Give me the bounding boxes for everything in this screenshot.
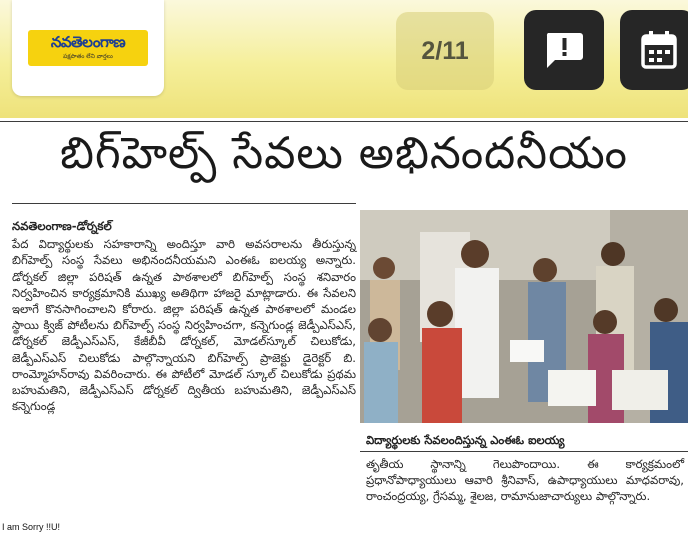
- article-headline: బిగ్‌హెల్ప్ సేవలు అభినందనీయం: [60, 128, 628, 179]
- article-continuation: తృతీయ స్థానాన్ని గెలుపొందాయి. ఈ కార్యక్రమంలో ప్రధానోపాధ్యాయులు ఆవారి శ్రీనివాస్, ఉపాధ్యాయులు మాధవరావు, రాంచంద్రయ్య, గ్రేసమ్మ, శైలజ, రామానుజాచార్యులు పాల్గొన్నారు.: [366, 457, 684, 504]
- top-divider: [0, 121, 688, 122]
- headline-divider: [12, 203, 356, 204]
- watermark-text: I am Sorry !!U!: [2, 522, 61, 532]
- article-body-column: [12, 218, 356, 414]
- article-body-text: పేద విద్యార్థులకు సహకారాన్ని అందిస్తూ వారి అవసరాలను తీరుస్తున్న బిగ్‌హెల్ప్ సంస్థ సేవలు అభినందనీయమని ఎంఈఓ ఐలయ్య అన్నారు. డోర్నకల్ జిల్లా పరిషత్ ఉన్నత పాఠశాలలో బిగ్‌హెల్ప్ సంస్థ శనివారం నిర్వహించిన కార్యక్రమానికి ముఖ్య అతిథిగా హాజరై మాట్లాడారు. ఈ సేవలని ఇలాగే కొనసాగించాలని కోరారు. జిల్లా పరిషత్ ఉన్నత పాఠశాలలో మండల స్థాయి క్విజ్ పోటీలను బిగ్‌హెల్ప్ సంస్థ నిర్వహించగా, కన్నెగుండ్ల జెడ్పీఎస్ఎస్, డోర్నకల్ జెడ్పీఎస్ఎస్, కేజీబీవీ డోర్నకల్, మోడల్‌స్కూల్ చిలుకోడు, జెడ్పీఎస్ఎస్ చిలుకోడు పాల్గొన్నాయని బిగ్‌హెల్ప్ ప్రాజెక్టు డైరెక్టర్ బి. రాంమ్మోహన్‌రావు వివరించారు. ఈ పోటీలో మోడల్ స్కూల్ చిలుకోడు ప్రథమ బహుమతిని, జెడ్పీఎస్ఎస్ డోర్నకల్ ద్వితీయ బహుమతిని, జెడ్పీఎస్ఎస్ కన్నెగుండ్ల: [12, 237, 356, 414]
- article-dateline: నవతెలంగాణ-డోర్నకల్: [12, 219, 112, 233]
- feedback-button[interactable]: [524, 10, 604, 90]
- newspaper-page: [0, 118, 688, 560]
- feedback-icon: [544, 30, 584, 70]
- publication-logo: [28, 30, 148, 66]
- photo-caption: విద్యార్థులకు సేవలందిస్తున్న ఎంఈఓ ఐలయ్య: [366, 433, 565, 447]
- logo-text: నవతెలంగాణ: [50, 33, 126, 51]
- article-photo: [360, 210, 688, 423]
- logo-card[interactable]: [12, 0, 164, 96]
- photo-illustration: [360, 210, 688, 423]
- calendar-icon: [640, 30, 678, 70]
- page-counter[interactable]: 2/11: [396, 12, 494, 90]
- top-toolbar: [0, 0, 688, 118]
- logo-tagline: పక్షపాతం లేని వార్తలు: [63, 53, 113, 60]
- caption-divider: [360, 451, 688, 452]
- calendar-button[interactable]: [620, 10, 688, 90]
